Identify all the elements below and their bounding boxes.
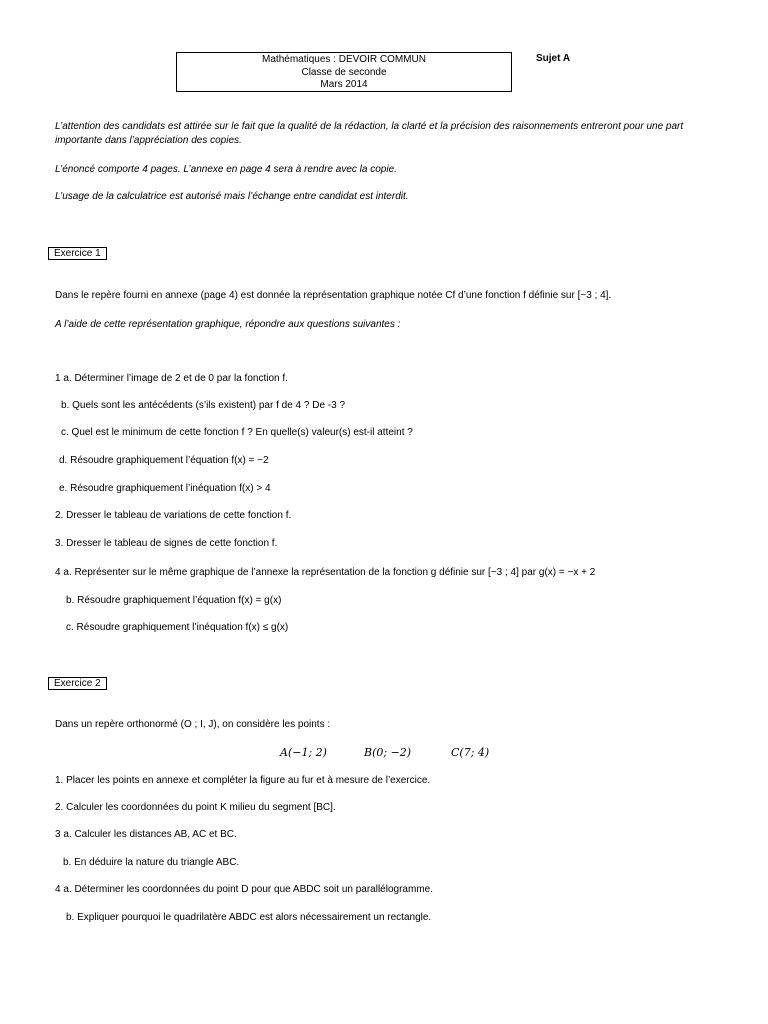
question-1c: c. Quel est le minimum de cette fonction f ? En quelle(s) valeur(s) est-il atteint ?: [61, 427, 413, 438]
ex2-question-3b: b. En déduire la nature du triangle ABC.: [63, 857, 240, 868]
header-box: [176, 52, 512, 92]
ex2-question-3a: 3 a. Calculer les distances AB, AC et BC.: [55, 829, 237, 840]
question-4c: c. Résoudre graphiquement l’inéquation f(x) ≤ g(x): [66, 622, 289, 633]
question-3: 3. Dresser le tableau de signes de cette fonction f.: [55, 538, 278, 549]
point-a: A(−1; 2): [280, 746, 327, 759]
exercise-1-title: Exercice 1: [48, 247, 107, 260]
exercise-2-title: Exercice 2: [48, 677, 107, 690]
exercise-1-statement: Dans le repère fourni en annexe (page 4) est donnée la représentation graphique notée Cf d’une fonction f définie sur [−3 ; 4].: [55, 290, 612, 301]
point-c: C(7; 4): [451, 746, 490, 759]
exercise-2-statement: Dans un repère orthonormé (O ; I, J), on considère les points :: [55, 719, 331, 730]
intro-paragraph-1: L’attention des candidats est attirée sur le fait que la qualité de la rédaction, la clarté et la précision des raisonnements entreront pour une part importante dans l’appréciation des copies.: [55, 121, 684, 146]
header-class: Classe de seconde: [301, 66, 387, 78]
ex2-question-1: 1. Placer les points en annexe et compléter la figure au fur et à mesure de l’exercice.: [55, 775, 431, 786]
question-4a: 4 a. Représenter sur le même graphique de l’annexe la représentation de la fonction g définie sur [−3 ; 4] par g(x) = −x + 2: [55, 567, 596, 578]
intro-paragraph-3: L’usage de la calculatrice est autorisé mais l’échange entre candidat est interdit.: [55, 191, 409, 202]
question-1d: d. Résoudre graphiquement l’équation f(x) = −2: [59, 455, 269, 466]
question-4b: b. Résoudre graphiquement l’équation f(x) = g(x): [66, 595, 282, 606]
point-b: B(0; −2): [364, 746, 412, 759]
question-2: 2. Dresser le tableau de variations de cette fonction f.: [55, 510, 292, 521]
ex2-question-4a: 4 a. Déterminer les coordonnées du point D pour que ABDC soit un parallélogramme.: [55, 884, 433, 895]
header-title: Mathématiques : DEVOIR COMMUN: [262, 54, 426, 65]
intro-paragraph-2: L’énoncé comporte 4 pages. L’annexe en page 4 sera à rendre avec la copie.: [55, 164, 397, 175]
question-1a: 1 a. Déterminer l’image de 2 et de 0 par la fonction f.: [55, 373, 288, 384]
ex2-question-4b: b. Expliquer pourquoi le quadrilatère ABDC est alors nécessairement un rectangle.: [66, 912, 432, 923]
exercise-1-instruction: A l’aide de cette représentation graphique, répondre aux questions suivantes :: [55, 319, 401, 330]
question-1e: e. Résoudre graphiquement l’inéquation f(x) > 4: [59, 483, 271, 494]
subject-label: Sujet A: [536, 53, 571, 64]
header-date: Mars 2014: [320, 79, 368, 90]
ex2-question-2: 2. Calculer les coordonnées du point K milieu du segment [BC].: [55, 802, 336, 813]
question-1b: b. Quels sont les antécédents (s’ils existent) par f de 4 ? De -3 ?: [61, 400, 346, 411]
